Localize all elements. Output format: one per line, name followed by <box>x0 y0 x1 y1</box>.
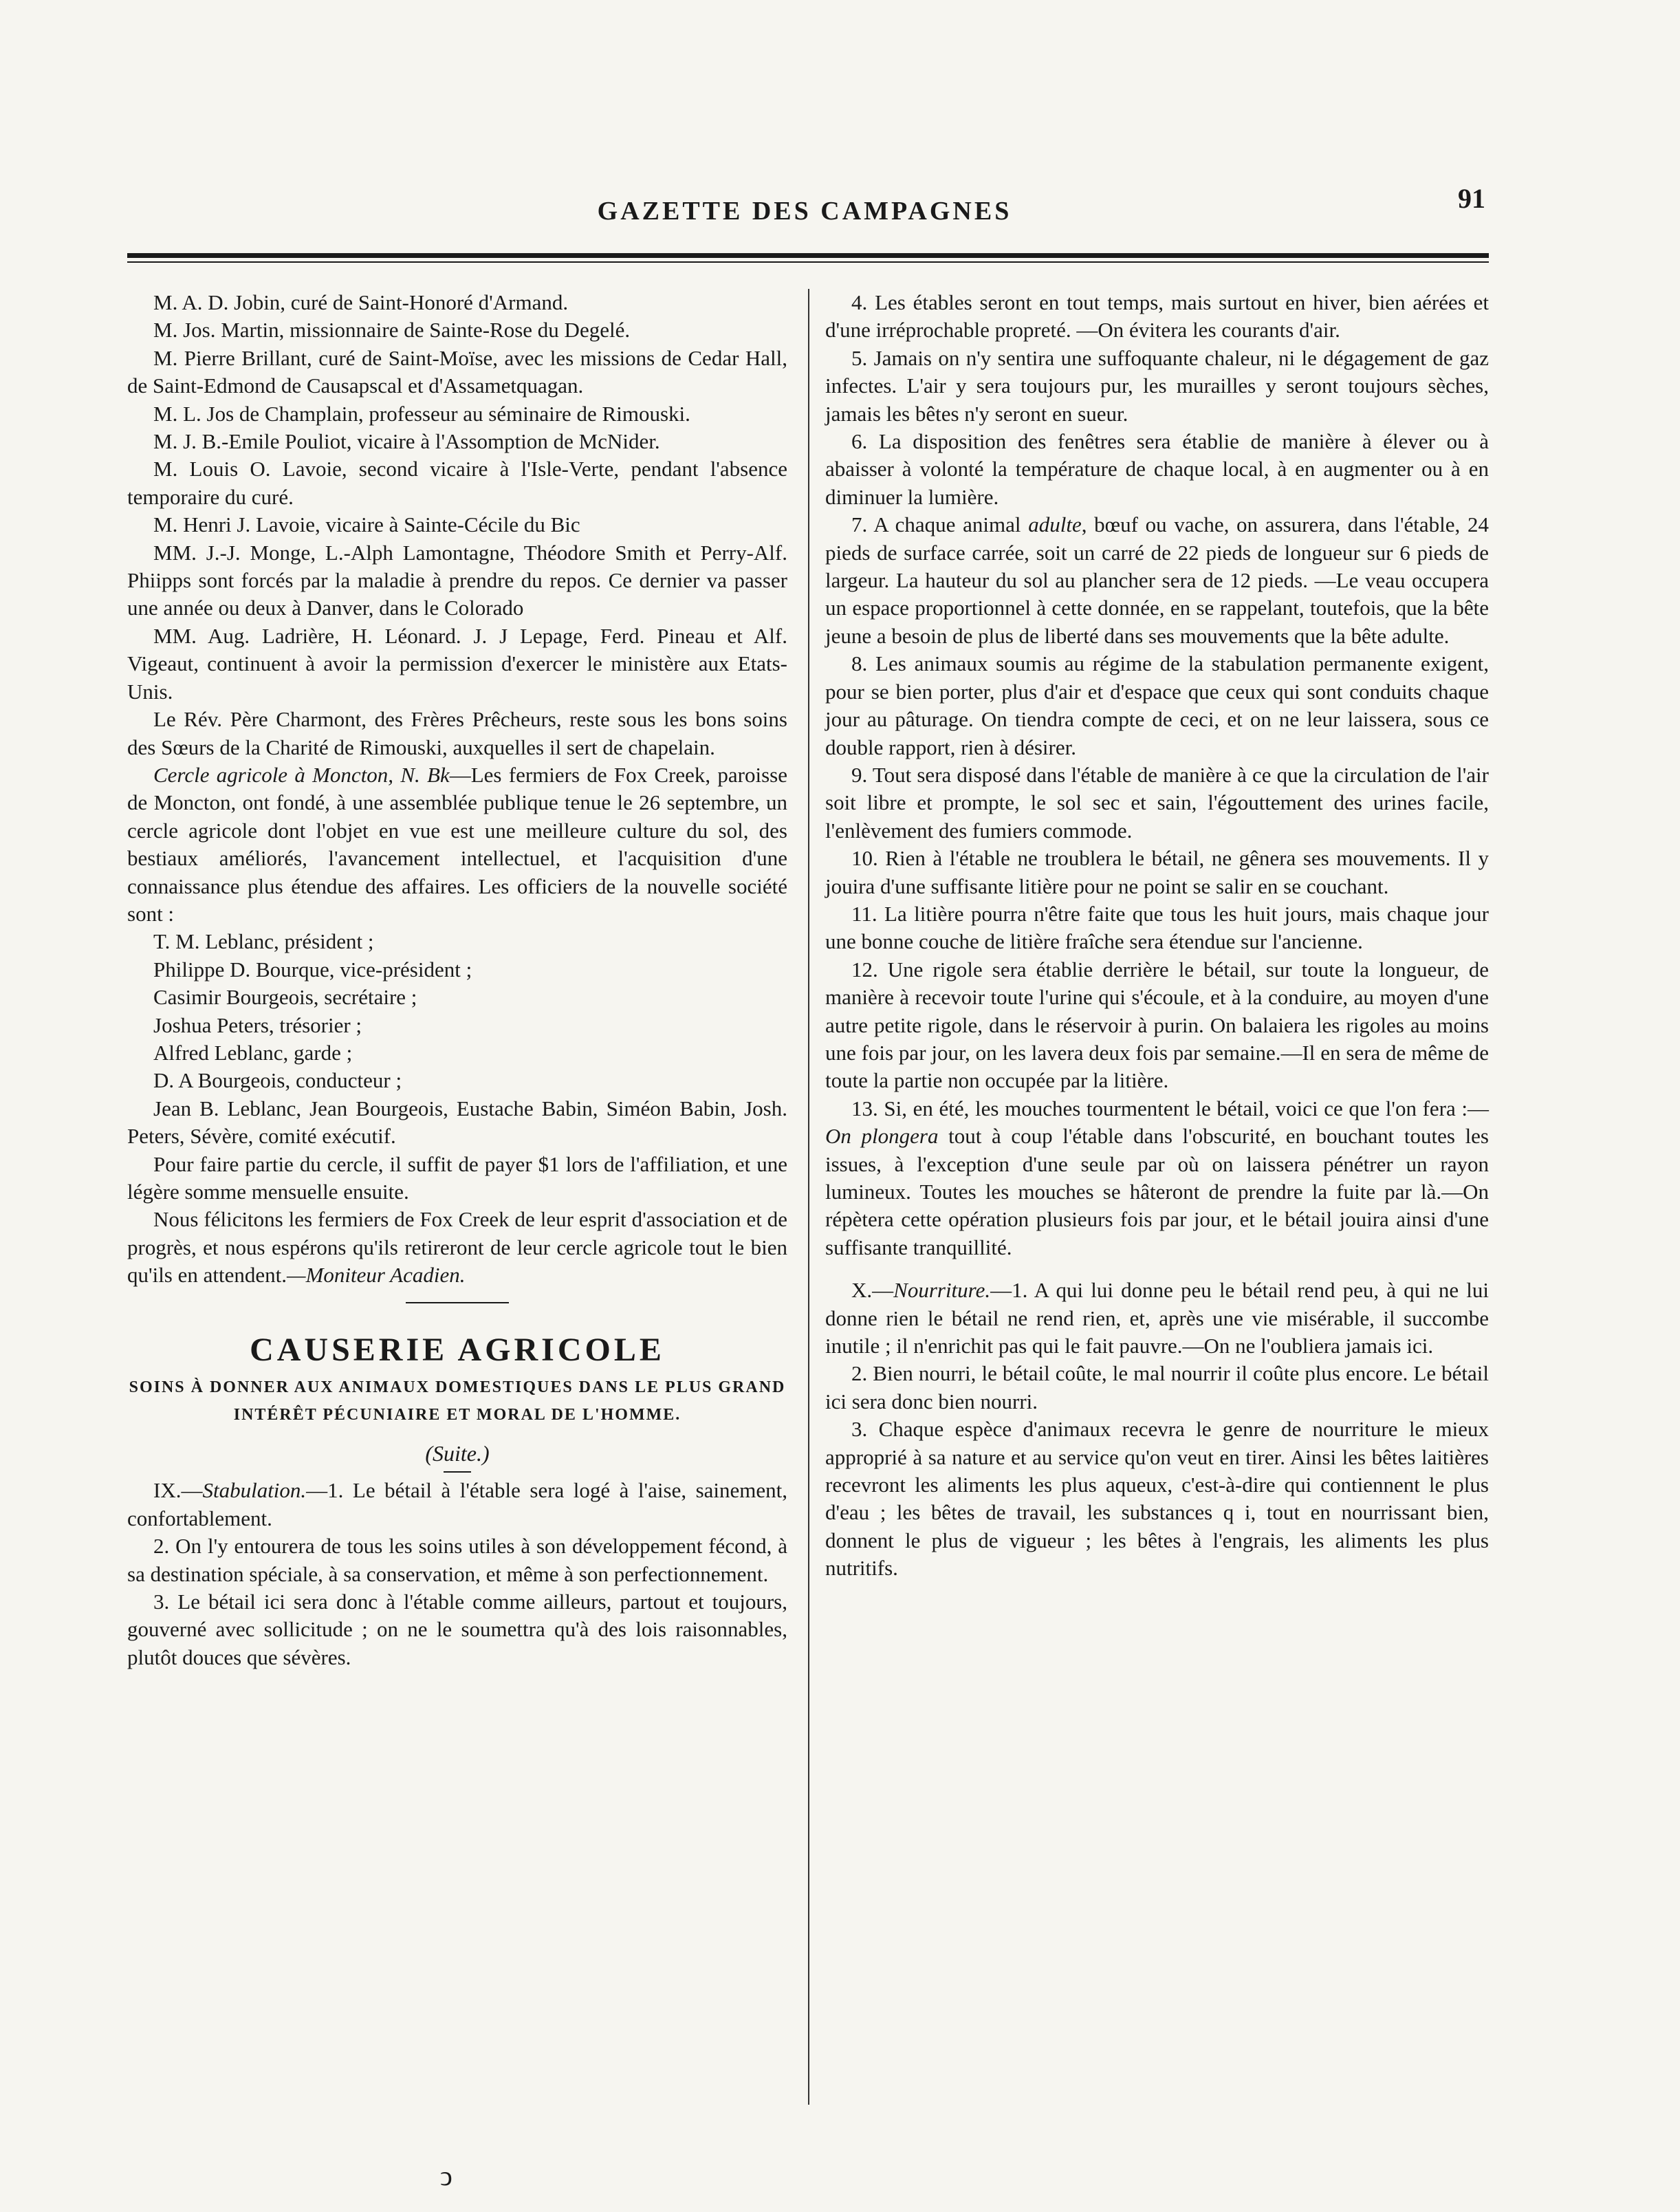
suite-label: (Suite.) <box>425 1441 490 1466</box>
section-divider <box>406 1302 509 1303</box>
paragraph-text: Nous félicitons les fermiers de Fox Creek de leur esprit d'association et de progrès, et nous espérons qu'ils retireront de leur cercle agricole tout le bien qu'ils en attendent. <box>127 1207 787 1288</box>
paragraph: M. Louis O. Lavoie, second vicaire à l'Isle-Verte, pendant l'absence temporaire du curé. <box>127 457 787 509</box>
officer-item: T. M. Leblanc, président ; <box>153 929 374 954</box>
header-rule-thick <box>127 253 1489 258</box>
paragraph: 6. La disposition des fenêtres sera établie de manière à élever ou à abaisser à volonté la température de chaque local, à en augmenter ou à en diminuer la lumière. <box>825 429 1489 509</box>
footer-mark: ↄ <box>440 2160 452 2191</box>
source-credit: —Moniteur Acadien. <box>287 1263 466 1288</box>
paragraph: 3. Le bétail ici sera donc à l'étable comme ailleurs, partout et toujours, gouverné avec sollicitude ; on ne le soumettra qu'à des lois raisonnables, plutôt douces que sévères. <box>127 1590 787 1669</box>
numeral: X.— <box>851 1278 894 1303</box>
officers-list <box>127 928 787 1094</box>
paragraph: M. A. D. Jobin, curé de Saint-Honoré d'Armand. <box>153 290 569 314</box>
paragraph-text: 7. A chaque animal <box>851 512 1029 537</box>
paragraph: M. J. B.-Emile Pouliot, vicaire à l'Assomption de McNider. <box>153 429 660 454</box>
paragraph: 5. Jamais on n'y sentira une suffoquante chaleur, ni le dégagement de gaz infectes. L'air y sera toujours pur, les murailles y seront toujours sèches, jamais les bêtes n'y seront en sueur. <box>825 345 1489 426</box>
paragraph <box>825 1277 1489 1360</box>
officer-item: Joshua Peters, trésorier ; <box>153 1012 362 1037</box>
suite-divider <box>444 1471 471 1473</box>
paragraph: M. Jos. Martin, missionnaire de Sainte-Rose du Degelé. <box>153 318 631 343</box>
numeral: IX.— <box>153 1478 203 1503</box>
officer-item: D. A Bourgeois, conducteur ; <box>153 1068 402 1093</box>
paragraph: 12. Une rigole sera établie derrière le bétail, sur toute la longueur, de manière à recevoir toute l'urine qui s'écoule, et à la conduire, au moyen d'une autre petite rigole, dans le réservoir à purin. On balaiera les rigoles au moins une fois par jour, on les lavera deux fois par semaine.—Il en sera de même de toute la partie non occupée par la litière. <box>825 957 1489 1093</box>
emphasis: adulte <box>1028 512 1082 537</box>
paragraph: M. Henri J. Lavoie, vicaire à Sainte-Cécile du Bic <box>153 512 580 537</box>
paragraph: 11. La litière pourra n'être faite que tous les huit jours, mais chaque jour une bonne couche de litière fraîche sera étendue sur l'ancienne. <box>825 901 1489 954</box>
paragraph-text: 13. Si, en été, les mouches tourmentent le bétail, voici ce que l'on fera :— <box>851 1096 1489 1120</box>
page-number: 91 <box>1458 183 1485 214</box>
paragraph <box>825 511 1489 650</box>
paragraph: MM. J.-J. Monge, L.-Alph Lamontagne, Théodore Smith et Perry-Alf. Phiipps sont forcés par la maladie à prendre du repos. Ce dernier va passer une année ou deux à Danver, dans le Colorado <box>127 540 787 620</box>
paragraph: MM. Aug. Ladrière, H. Léonard. J. J Lepage, Ferd. Pineau et Alf. Vigeaut, continuent à avoir la permission d'exercer le ministère aux Etats-Unis. <box>127 623 787 704</box>
paragraph: 2. Bien nourri, le bétail coûte, le mal nourrir il coûte plus encore. Le bétail ici sera donc bien nourri. <box>825 1361 1489 1413</box>
paragraph: M. L. Jos de Champlain, professeur au séminaire de Rimouski. <box>153 401 690 426</box>
paragraph: Jean B. Leblanc, Jean Bourgeois, Eustache Babin, Siméon Babin, Josh. Peters, Sévère, comité exécutif. <box>127 1096 787 1149</box>
paragraph: 2. On l'y entourera de tous les soins utiles à son développement fécond, à sa destination spéciale, à sa conservation, et même à son perfectionnement. <box>127 1534 787 1586</box>
subheading: Stabulation. <box>202 1478 307 1503</box>
subheading: Nourriture. <box>893 1278 991 1303</box>
officer-item: Philippe D. Bourque, vice-président ; <box>153 957 472 982</box>
cercle-heading: Cercle agricole à Moncton, N. Bk <box>153 762 450 787</box>
paragraph-cercle <box>127 761 787 928</box>
paragraph: Le Rév. Père Charmont, des Frères Prêcheurs, reste sous les bons soins des Sœurs de la Charité de Rimouski, auxquelles il sert de chapelain. <box>127 707 787 759</box>
paragraph-text: tout à coup l'étable dans l'obscurité, en bouchant toutes les issues, à l'exception d'une seule par où on laissera pénétrer un rayon lumineux. Toutes les mouches se hâteront de prendre la fuite par là.—On répètera cette opération plusieurs fois par jour, et le bétail jouira ainsi d'une suffisante tranquillité. <box>825 1124 1489 1259</box>
paragraph-text: —1. Le bétail à l'étable sera logé à l'aise, sainement, confortablement. <box>127 1478 787 1530</box>
right-column <box>825 289 1489 1583</box>
paragraph-text: , bœuf ou vache, on assurera, dans l'étable, 24 pieds de surface carrée, soit un carré de 22 pieds de longueur sur 6 pieds de largeur. La hauteur du sol au plancher sera de 12 pieds. —Le veau occupera un espace proportionnel à cette donnée, en se rappelant, toutefois, que la bête jeune a besoin de plus de liberté dans ses mouvements que la bête adulte. <box>825 512 1489 648</box>
paragraph: 3. Chaque espèce d'animaux recevra le genre de nourriture le mieux approprié à sa nature et au service qu'on veut en tirer. Ainsi les bêtes laitières recevront les aliments les plus aqueux, c'est-à-dire qui contiennent le plus d'eau ; les bêtes de travail, les substances q i, tout en nourrissant bien, donnent le plus de vigueur ; les bêtes à l'engrais, les aliments les plus nutritifs. <box>825 1417 1489 1581</box>
left-column <box>127 289 787 1671</box>
page-header <box>124 183 1485 244</box>
cercle-text: —Les fermiers de Fox Creek, paroisse de Moncton, ont fondé, à une assemblée publique tenue le 26 septembre, un cercle agricole dont l'objet en vue est une meilleure culture du sol, des bestiaux améliorés, l'avancement intellectuel, et l'acquisition d'une connaissance plus étendue des affaires. Les officiers de la nouvelle société sont : <box>127 762 787 926</box>
paragraph: 8. Les animaux soumis au régime de la stabulation permanente exigent, pour se bien porter, plus d'air et d'espace que ceux qui sont conduits chaque jour au pâturage. On tiendra compte de ceci, et on ne leur laissera, sous ce double rapport, rien à désirer. <box>825 651 1489 759</box>
paragraph <box>127 1206 787 1289</box>
emphasis: On plongera <box>825 1124 939 1149</box>
officer-item: Alfred Leblanc, garde ; <box>153 1040 353 1065</box>
header-rule-thin <box>127 261 1489 263</box>
paragraph: 9. Tout sera disposé dans l'étable de manière à ce que la circulation de l'air soit libre et prompte, le sol sec et sain, l'égouttement des urines facile, l'enlèvement des fumiers commode. <box>825 762 1489 843</box>
paragraph: 4. Les étables seront en tout temps, mais surtout en hiver, bien aérées et d'une irréprochable propreté. —On évitera les courants d'air. <box>825 290 1489 343</box>
paragraph-text: —1. A qui lui donne peu le bétail rend peu, à qui ne lui donne rien le bétail ne rend rien, et, après une vie misérable, il succombe inutile ; il n'enrichit pas qui le fait pauvre.—On ne l'oubliera jamais ici. <box>825 1278 1489 1358</box>
publication-title: GAZETTE DES CAMPAGNES <box>597 197 1012 226</box>
paragraph: M. Pierre Brillant, curé de Saint-Moïse, avec les missions de Cedar Hall, de Saint-Edmond de Causapscal et d'Assametquagan. <box>127 345 787 398</box>
section-title: CAUSERIE AGRICOLE <box>250 1331 665 1368</box>
paragraph <box>127 1477 787 1532</box>
paragraph: 10. Rien à l'étable ne troublera le bétail, ne gênera ses mouvements. Il y jouira d'une suffisante litière pour ne point se salir en se couchant. <box>825 846 1489 898</box>
section-subtitle: SOINS À DONNER AUX ANIMAUX DOMESTIQUES DANS LE PLUS GRAND INTÉRÊT PÉCUNIAIRE ET MORAL DE L'HOMME. <box>129 1378 786 1424</box>
paragraph: Pour faire partie du cercle, il suffit de payer $1 lors de l'affiliation, et une légère somme mensuelle ensuite. <box>127 1151 787 1204</box>
paragraph <box>825 1095 1489 1261</box>
officer-item: Casimir Bourgeois, secrétaire ; <box>153 985 417 1010</box>
column-divider <box>808 289 809 2105</box>
